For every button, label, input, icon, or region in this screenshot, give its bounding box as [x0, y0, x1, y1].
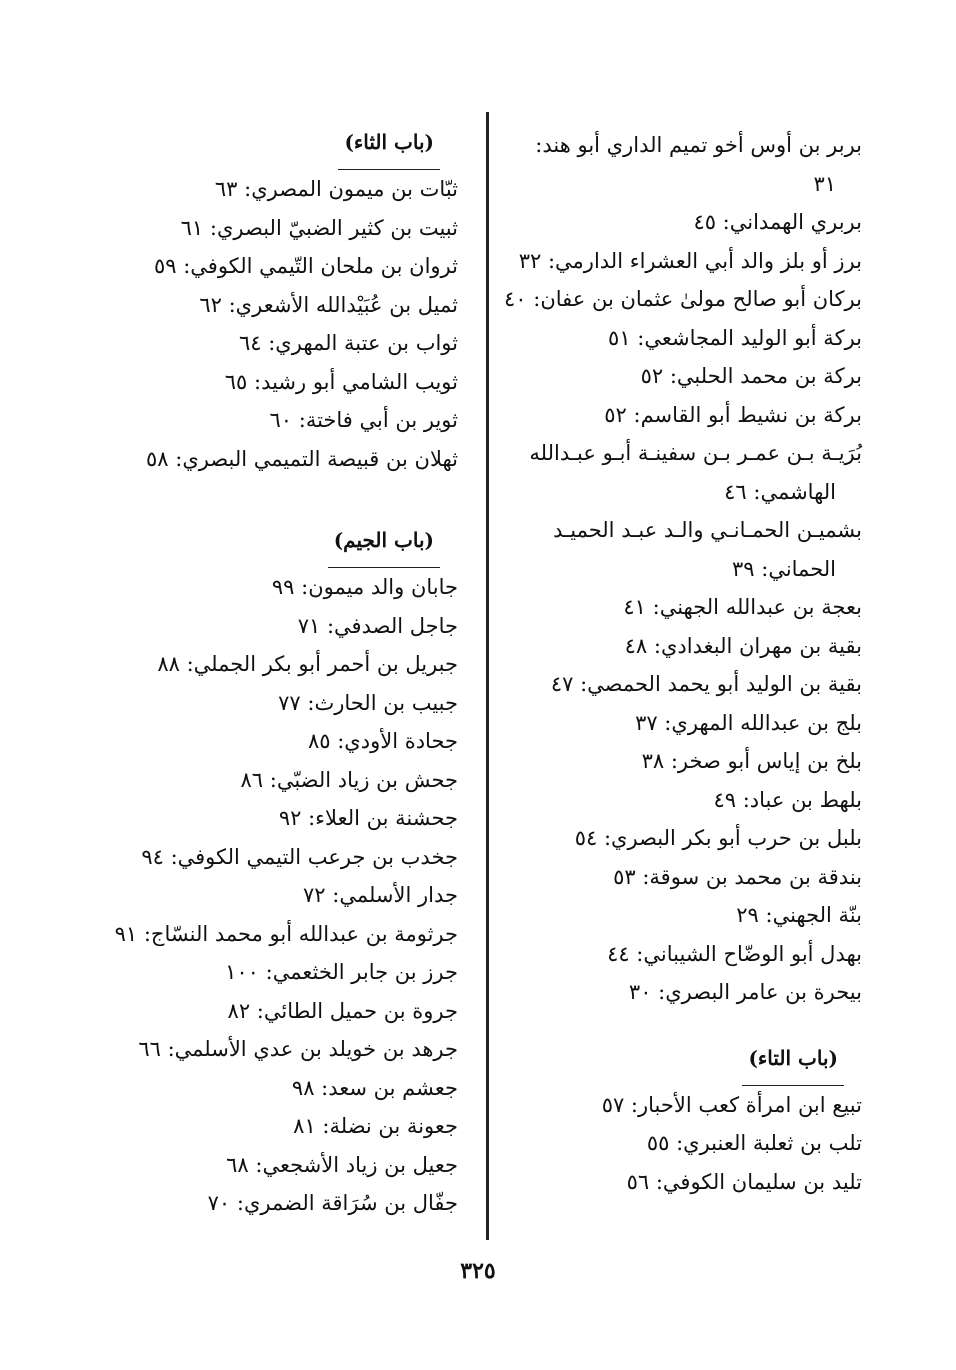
index-entry — [472, 588, 862, 627]
entry-text: بقية بن الوليد أبو يحمد الحمصي: ٤٧ — [550, 672, 862, 696]
entry-list — [88, 170, 458, 478]
entry-text: جرهد بن خويلد بن عدي الأسلمي: ٦٦ — [138, 1037, 458, 1061]
index-entry — [88, 401, 458, 440]
entry-text: ثبيت بن كثير الضبيّ البصري: ٦١ — [180, 215, 458, 240]
entry-text: جدار الأسلمي: ٧٢ — [303, 883, 458, 907]
index-entry — [472, 1124, 862, 1163]
entry-text: جحشنة بن العلاء: ٩٢ — [278, 806, 458, 830]
index-entry — [88, 953, 458, 992]
index-entry — [472, 819, 862, 858]
index-entry — [88, 209, 458, 248]
entry-text: تليد بن سليمان الكوفي: ٥٦ — [626, 1169, 862, 1194]
index-entry — [88, 286, 458, 325]
index-entry — [88, 568, 458, 607]
index-entry — [88, 247, 458, 286]
index-entry — [472, 1086, 862, 1125]
entry-text: جابان والد ميمون: ٩٩ — [271, 575, 458, 599]
entry-list — [472, 1086, 862, 1202]
entry-continuation: الحماني: ٣٩ — [732, 556, 836, 581]
index-entry — [472, 627, 862, 666]
entry-text: ثهلان بن قبيصة التميمي البصري: ٥٨ — [146, 446, 458, 471]
index-entry — [472, 511, 862, 588]
index-entry — [88, 992, 458, 1031]
entry-text: بلهط بن عباد: ٤٩ — [713, 787, 862, 812]
entry-text: ثواب بن عتبة المهري: ٦٤ — [238, 331, 458, 355]
index-entry — [472, 319, 862, 358]
entry-text: بعجة بن عبدالله الجهني: ٤١ — [623, 595, 862, 619]
index-entry — [472, 126, 862, 203]
index-entry — [472, 781, 862, 820]
index-entry — [88, 1184, 458, 1223]
entry-text: جرز بن جابر الخثعمي: ١٠٠ — [225, 960, 458, 984]
entry-text: ثروان بن ملحان التّيمي الكوفي: ٥٩ — [153, 254, 458, 278]
entry-text: جعيل بن زياد الأشجعي: ٦٨ — [226, 1152, 458, 1177]
index-entry — [88, 915, 458, 954]
index-entry — [88, 607, 458, 646]
entry-text: بهدل أبو الوضّاح الشيباني: ٤٤ — [607, 941, 862, 966]
index-entry — [88, 799, 458, 838]
entry-text: بلبل بن حرب أبو بكر البصري: ٥٤ — [574, 826, 862, 850]
entry-text: جروة بن حميل الطائي: ٨٢ — [227, 998, 458, 1023]
index-entry — [88, 1069, 458, 1108]
entry-text: جحش بن زياد الضبّي: ٨٦ — [240, 767, 458, 792]
index-entry — [88, 440, 458, 479]
section-heading-jeem: (باب الجيم) — [328, 524, 440, 568]
entry-list — [88, 568, 458, 1223]
entry-text: بركة بن محمد الحلبي: ٥٢ — [640, 364, 862, 388]
index-entry — [88, 722, 458, 761]
entry-text: جفّال بن سُرَاقة الضمري: ٧٠ — [207, 1191, 458, 1215]
entry-continuation: ٣١ — [813, 171, 836, 196]
entry-text: بربري الهمداني: ٤٥ — [693, 210, 862, 234]
index-entry — [472, 973, 862, 1012]
index-entry — [88, 1107, 458, 1146]
entry-text: برز أو بلز والد أبي العشراء الدارمي: ٣٢ — [518, 248, 862, 273]
entry-continuation: الهاشمي: ٤٦ — [724, 479, 836, 504]
index-entry — [88, 645, 458, 684]
entry-text: بركة بن نشيط أبو القاسم: ٥٢ — [604, 402, 862, 427]
index-entry — [472, 357, 862, 396]
index-entry — [472, 396, 862, 435]
section-heading-thaa: (باب الثاء) — [338, 126, 440, 170]
entry-text: بلخ بن إياس أبو صخر: ٣٨ — [641, 749, 862, 773]
entry-text: ثويب الشامي أبو رشيد: ٦٥ — [224, 369, 458, 394]
index-entry — [88, 838, 458, 877]
index-entry — [472, 665, 862, 704]
entry-text: جعونة بن نضلة: ٨١ — [293, 1114, 458, 1138]
index-entry — [472, 858, 862, 897]
entry-text: تبيع ابن امرأة كعب الأحبار: ٥٧ — [601, 1092, 862, 1117]
entry-text: بيحرة بن عامر البصري: ٣٠ — [628, 980, 862, 1004]
index-entry — [472, 203, 862, 242]
index-entry — [472, 242, 862, 281]
entry-text: جاجل الصدفي: ٧١ — [297, 613, 458, 638]
entry-text: بلج بن عبدالله المهري: ٣٧ — [635, 710, 862, 735]
entry-text: ثميل بن عُبَيْدالله الأشعري: ٦٢ — [199, 292, 458, 317]
page-number: ٣٢٥ — [460, 1258, 496, 1284]
index-entry — [472, 280, 862, 319]
index-entry — [472, 742, 862, 781]
index-entry — [472, 704, 862, 743]
entry-text: تلب بن ثعلبة العنبري: ٥٥ — [646, 1131, 862, 1155]
entry-text: جرثومة بن عبدالله أبو محمد النسّاج: ٩١ — [114, 921, 458, 946]
index-entry — [472, 935, 862, 974]
section-heading-wrap — [88, 126, 458, 170]
entry-text: بندقة بن محمد بن سوقة: ٥٣ — [613, 864, 862, 889]
entry-text: ثبّات بن ميمون المصري: ٦٣ — [214, 177, 458, 201]
entry-text: جحادة الأودي: ٨٥ — [307, 729, 458, 753]
index-entry — [88, 761, 458, 800]
entry-text: جعشم بن سعد: ٩٨ — [291, 1075, 458, 1100]
index-entry — [88, 1030, 458, 1069]
entry-list — [472, 126, 862, 1012]
entry-text: جخدب بن جرعب التيمي الكوفي: ٩٤ — [141, 844, 458, 869]
index-entry — [88, 324, 458, 363]
left-column — [88, 126, 458, 1223]
index-entry — [88, 684, 458, 723]
section-heading-wrap — [472, 1042, 862, 1086]
section-heading-wrap — [88, 524, 458, 568]
entry-text: بربر بن أوس أخو تميم الداري أبو هند: — [535, 133, 862, 157]
entry-text: بركة أبو الوليد المجاشعي: ٥١ — [608, 325, 862, 350]
right-column — [472, 126, 862, 1201]
entry-text: بقية بن مهران البغدادي: ٤٨ — [624, 633, 862, 658]
index-entry — [88, 363, 458, 402]
section-heading-taa: (باب التاء) — [742, 1042, 844, 1086]
entry-text: بنّة الجهني: ٢٩ — [736, 903, 862, 927]
index-entry — [472, 434, 862, 511]
index-entry — [88, 876, 458, 915]
entry-text: بركان أبو صالح مولىٰ عثمان بن عفان: ٤٠ — [504, 287, 862, 311]
entry-text: ثوير بن أبي فاختة: ٦٠ — [269, 408, 458, 432]
entry-text: جبريل بن أحمر أبو بكر الجملي: ٨٨ — [157, 652, 458, 676]
index-entry — [88, 170, 458, 209]
index-entry — [88, 1146, 458, 1185]
entry-text: بُرَيـة بـن عمـر بـن سفينـة أبـو عبـدالله — [529, 441, 862, 465]
entry-text: جبيب بن الحارث: ٧٧ — [278, 690, 458, 715]
index-entry — [472, 1163, 862, 1202]
entry-text: بشميـن الحمـانـي والـد عبـد الحميـد — [553, 518, 862, 542]
index-entry — [472, 896, 862, 935]
